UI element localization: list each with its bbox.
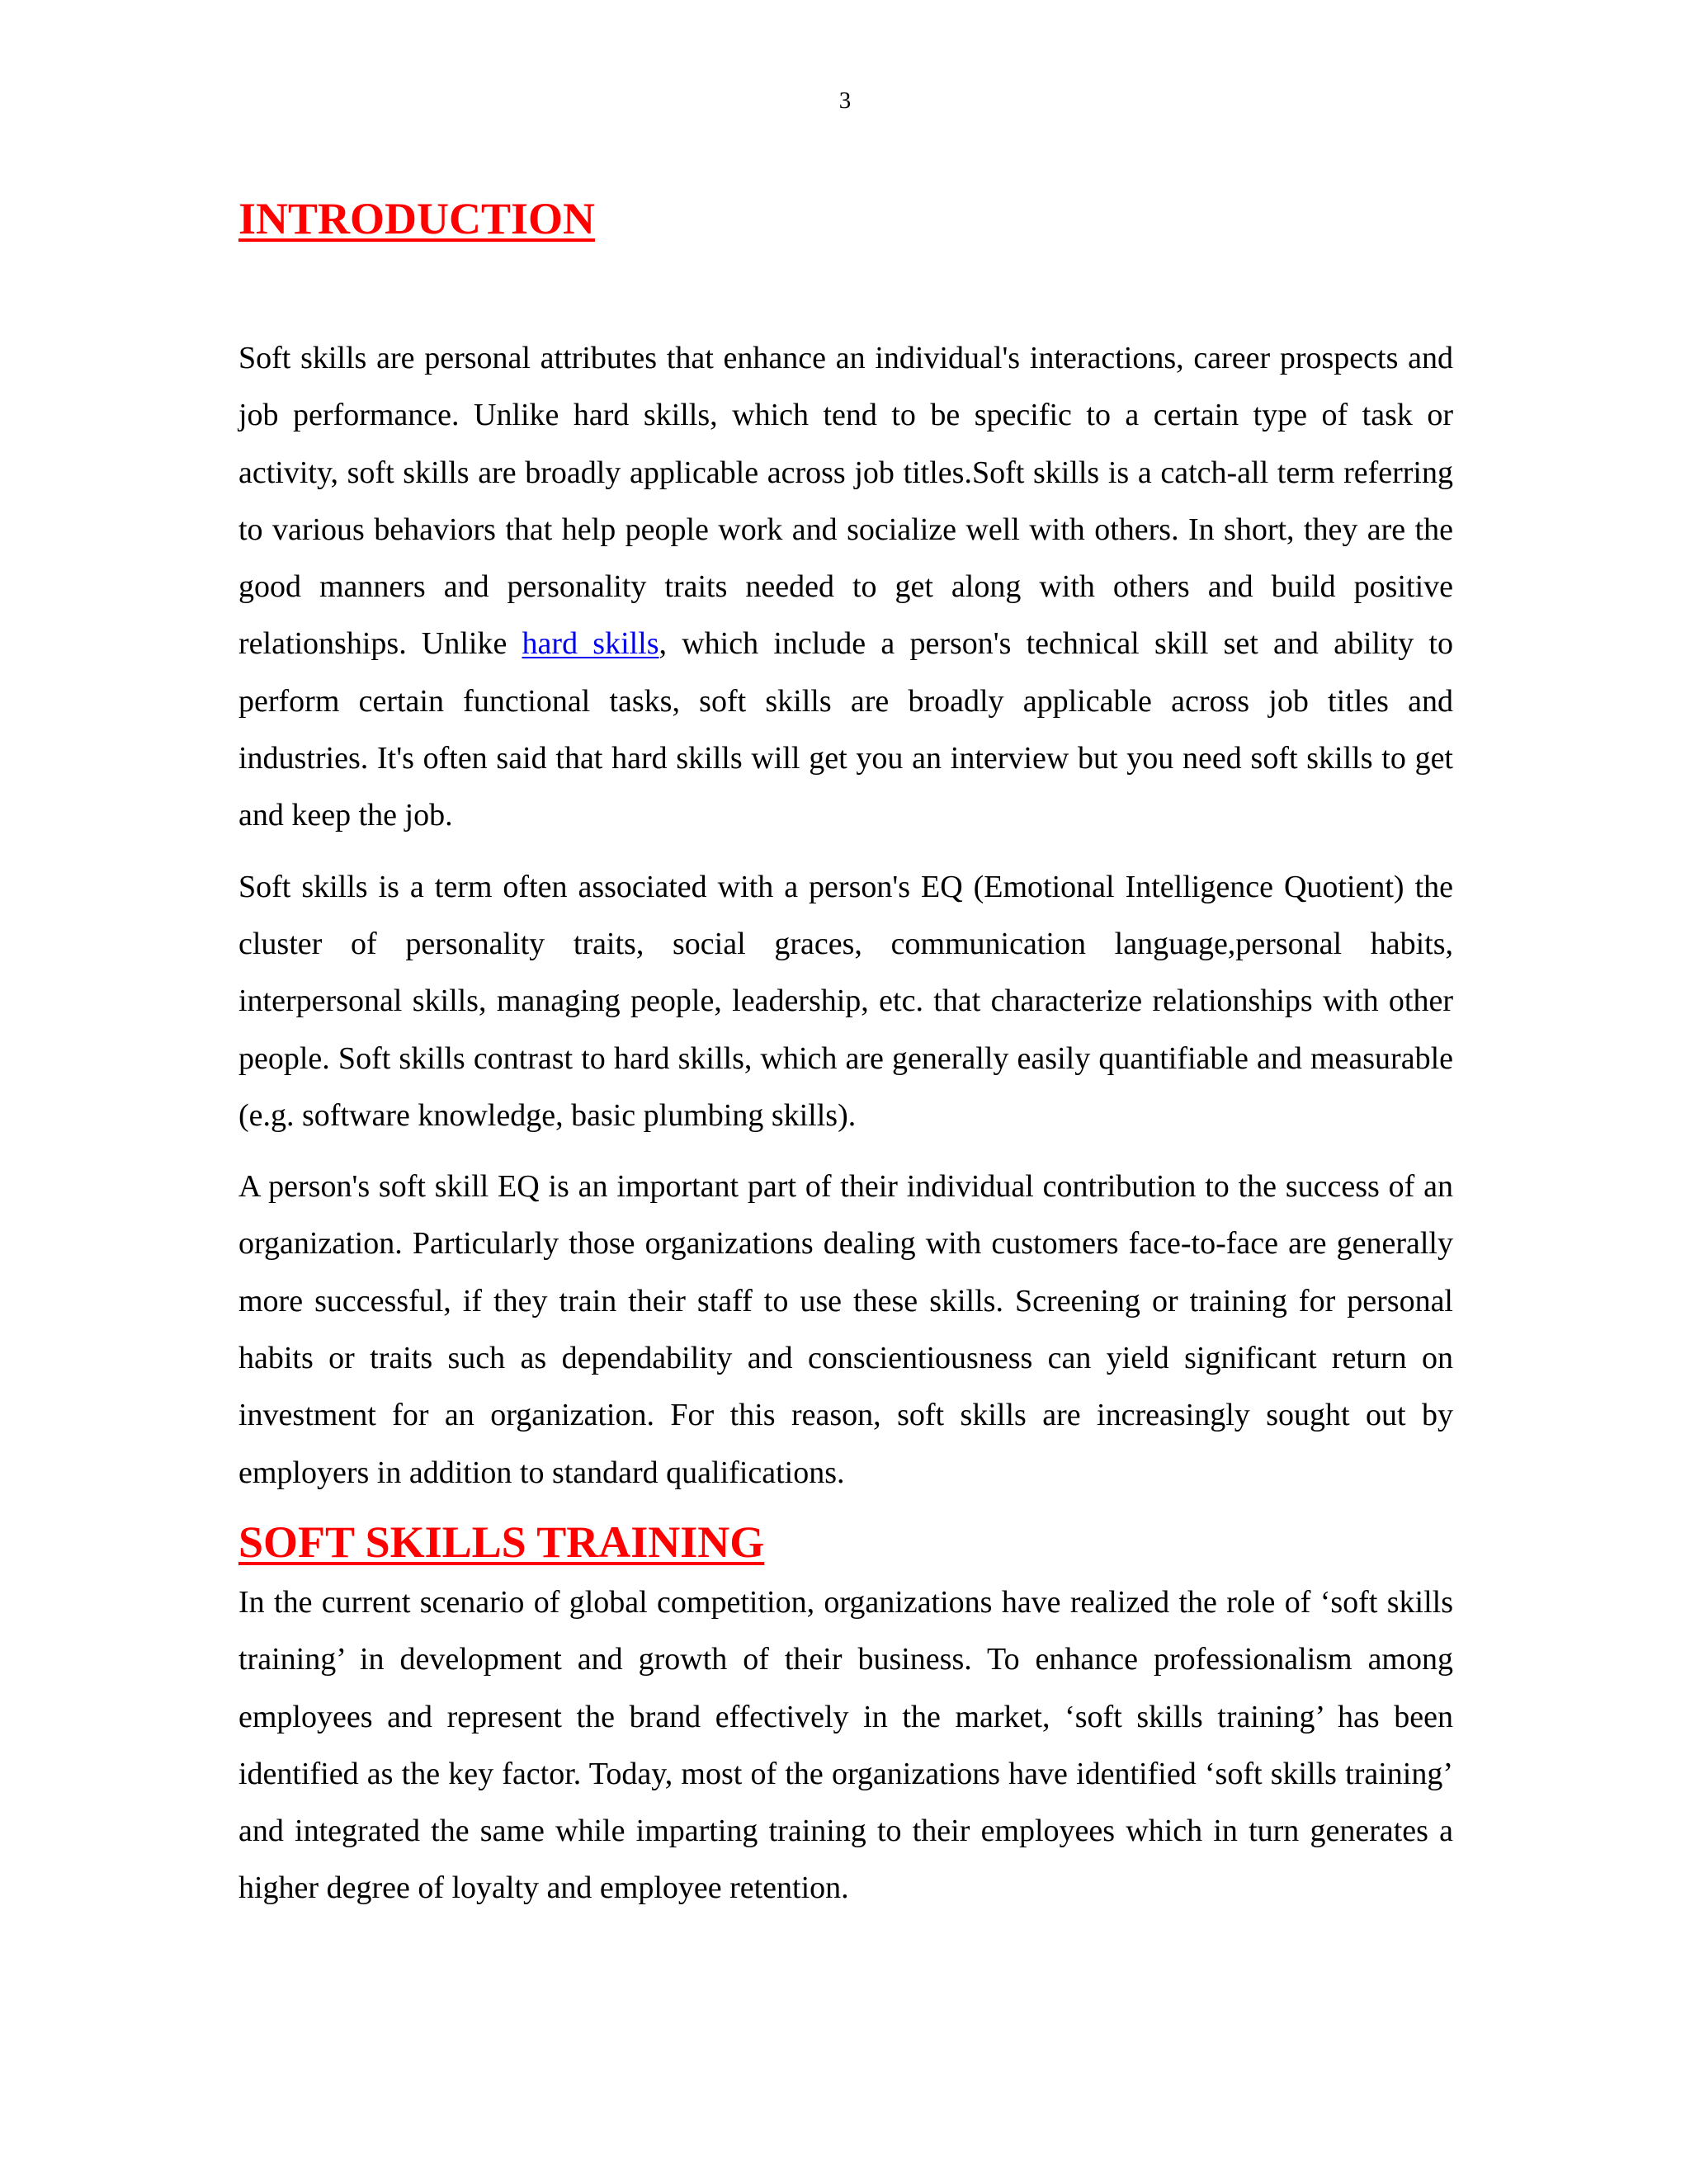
- intro-paragraph-2: Soft skills is a term often associated with a person's EQ (Emotional Intelligence Quotient) the cluster of personality traits, social graces, communication language,personal habits, interpersonal skills, managing people, leadership, etc. that characterize relationships with other people. Soft skills contrast to hard skills, which are generally easily quantifiable and measurable (e.g. software knowledge, basic plumbing skills).: [238, 869, 1453, 1133]
- intro-paragraph-1-text-after-link: , which include a person's technical skill set and ability to perform certain functional tasks, soft skills are broadly applicable across job titles and industries. It's often said that hard skills will get you an interview but you need soft skills to get and keep the job.: [238, 626, 1453, 833]
- soft-skills-training-heading: SOFT SKILLS TRAINING: [238, 1517, 765, 1567]
- intro-paragraph-3: A person's soft skill EQ is an important part of their individual contribution to the success of an organization. Particularly those organizations dealing with customers face-to-face are generally more successful, if they train their staff to use these skills. Screening or training for personal habits or traits such as dependability and conscientiousness can yield significant return on investment for an organization. For this reason, soft skills are increasingly sought out by employers in addition to standard qualifications.: [238, 1169, 1453, 1490]
- training-paragraph-1: In the current scenario of global competition, organizations have realized the role of ‘soft skills training’ in development and growth of their business. To enhance professionalism among employees and represent the brand effectively in the market, ‘soft skills training’ has been identified as the key factor. Today, most of the organizations have identified ‘soft skills training’ and integrated the same while imparting training to their employees which in turn generates a higher degree of loyalty and employee retention.: [238, 1584, 1453, 1906]
- hard-skills-link[interactable]: hard skills: [522, 626, 659, 662]
- introduction-heading: INTRODUCTION: [238, 194, 596, 243]
- page-content: [238, 182, 1453, 1932]
- intro-paragraph-1: [238, 330, 1453, 845]
- intro-paragraph-1-text-before-link: Soft skills are personal attributes that enhance an individual's interactions, career prospects and job performance. Unlike hard skills, which tend to be specific to a certain type of task or activity, soft skills are broadly applicable across job titles.Soft skills is a catch-all term referring to various behaviors that help people work and socialize well with others. In short, they are the good manners and personality traits needed to get along with others and build positive relationships. Unlike: [238, 341, 1453, 662]
- page-number: 3: [838, 87, 852, 114]
